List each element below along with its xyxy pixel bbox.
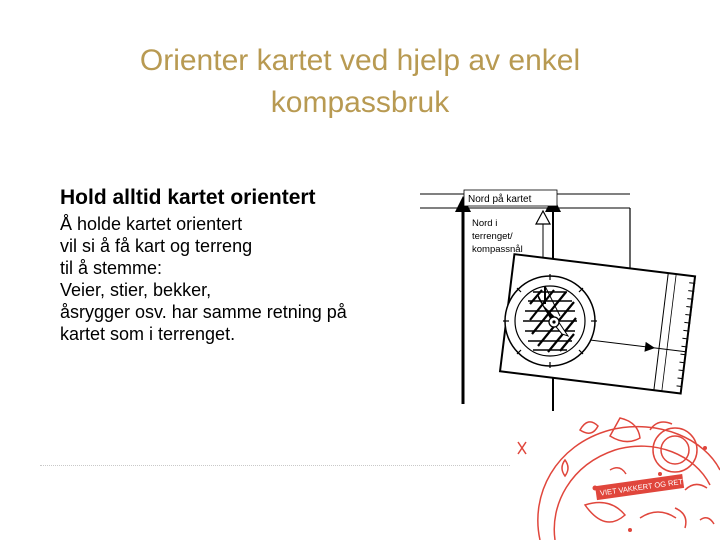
logo-text: VIET VAKKERT OG RETT [599, 476, 689, 498]
body-heading: Hold alltid kartet orientert [60, 186, 316, 209]
slide-divider [40, 465, 510, 466]
body-line-4: Veier, stier, bekker, [60, 280, 212, 300]
label-north-terrain-2: terrenget/ [472, 231, 513, 242]
title-line-2: kompassbruk [270, 86, 450, 119]
slide-body [60, 185, 390, 345]
body-line-5: åsrygger osv. har samme retning på [60, 302, 347, 322]
body-line-2: vil si å få kart og terreng [60, 236, 253, 256]
body-line-6: kartet som i terrenget. [60, 324, 236, 344]
decorative-logo [500, 410, 720, 540]
title-line-1: Orienter kartet ved hjelp av enkel [139, 44, 581, 77]
body-line-3: til å stemme: [60, 258, 163, 278]
compass-map-illustration [420, 186, 700, 416]
label-north-map: Nord på kartet [468, 194, 532, 205]
slide-title [60, 40, 660, 124]
label-north-terrain-3: kompassnål [472, 244, 523, 255]
body-line-1: Å holde kartet orientert [60, 214, 243, 234]
label-north-terrain-1: Nord i [472, 218, 498, 229]
